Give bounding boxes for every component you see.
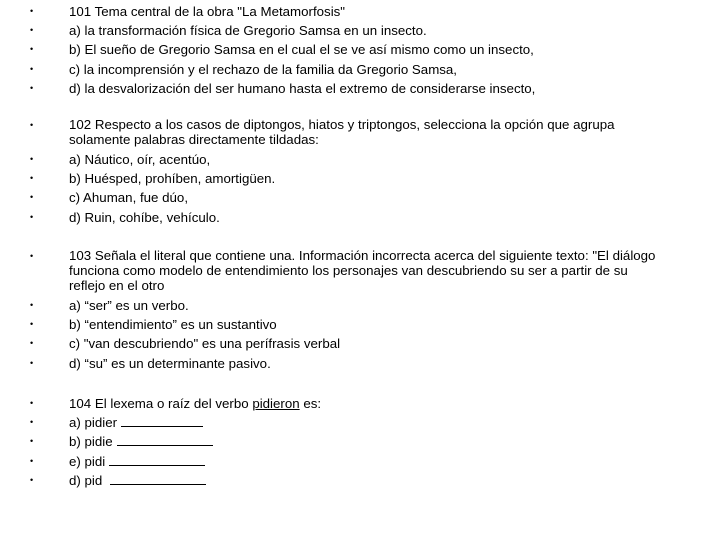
option-d: • d) “su” es un determinante pasivo. — [0, 354, 659, 373]
bullet-icon: • — [30, 300, 34, 310]
question-103 — [0, 248, 720, 373]
bullet-icon: • — [30, 357, 34, 368]
bullet-icon: • — [30, 417, 34, 428]
option-b: • b) El sueño de Gregorio Samsa en el cual el se ve así mismo como un insecto, — [0, 40, 659, 59]
bullet-icon: • — [30, 44, 34, 55]
answer-blank — [121, 414, 203, 427]
option-c: • c) Ahuman, fue dúo, — [0, 188, 659, 207]
answer-blank — [117, 433, 213, 446]
bullet-icon: • — [30, 436, 34, 447]
option-b: • b) “entendimiento” es un sustantivo — [0, 315, 659, 334]
answer-blank — [110, 472, 206, 485]
bullet-icon: • — [30, 25, 34, 36]
bullet-icon: • — [30, 6, 34, 16]
answer-blank — [109, 453, 205, 466]
question-104-title: • 104 El lexema o raíz del verbo pidieron es: — [0, 394, 659, 413]
bullet-icon: • — [30, 338, 34, 349]
option-d: • d) la desvalorización del ser humano hasta el extremo de considerarse insecto, — [0, 79, 659, 98]
bullet-icon: • — [30, 192, 34, 203]
bullet-icon: • — [30, 319, 34, 330]
option-b: • b) Huésped, prohíben, amortigüen. — [0, 169, 659, 188]
bullet-icon: • — [30, 63, 34, 74]
option-c: • c) la incomprensión y el rechazo de la familia da Gregorio Samsa, — [0, 60, 659, 79]
question-102-title: • 102 Respecto a los casos de diptongos, hiatos y triptongos, selecciona la opción que agrupa solamente palabras directamente tildadas: — [30, 117, 615, 147]
bullet-icon: • — [30, 455, 34, 466]
option-a: • a) Náutico, oír, acentúo, — [0, 150, 659, 169]
option-d: • d) Ruin, cohíbe, vehículo. — [0, 208, 659, 227]
question-104 — [0, 394, 720, 490]
option-b: • b) pidie — [0, 432, 659, 451]
option-a: • a) “ser” es un verbo. — [0, 296, 659, 315]
option-c: • c) "van descubriendo" es una perífrasis verbal — [0, 334, 659, 353]
option-e: • e) pidi — [0, 452, 659, 471]
question-101-title: • 101 Tema central de la obra "La Metamorfosis" — [0, 2, 659, 21]
question-101 — [0, 2, 720, 98]
bullet-icon: • — [30, 474, 34, 485]
bullet-icon: • — [30, 82, 34, 93]
bullet-icon: • — [30, 120, 34, 130]
option-d: • d) pid — [0, 471, 659, 490]
bullet-icon: • — [30, 211, 34, 222]
bullet-icon: • — [30, 398, 34, 408]
question-102 — [0, 117, 720, 227]
underlined-word: pidieron — [252, 396, 300, 411]
bullet-icon: • — [30, 173, 34, 184]
bullet-icon: • — [30, 154, 34, 164]
question-103-title: • 103 Señala el literal que contiene una. Información incorrecta acerca del siguiente texto: "El diálogo funciona como modelo de entendimiento los personajes van descubriendo su ser a partir de su reflejo en el otro — [30, 248, 656, 293]
option-a: • a) pidier — [0, 413, 659, 432]
option-a: • a) la transformación física de Gregorio Samsa en un insecto. — [0, 21, 659, 40]
bullet-icon: • — [30, 251, 34, 261]
